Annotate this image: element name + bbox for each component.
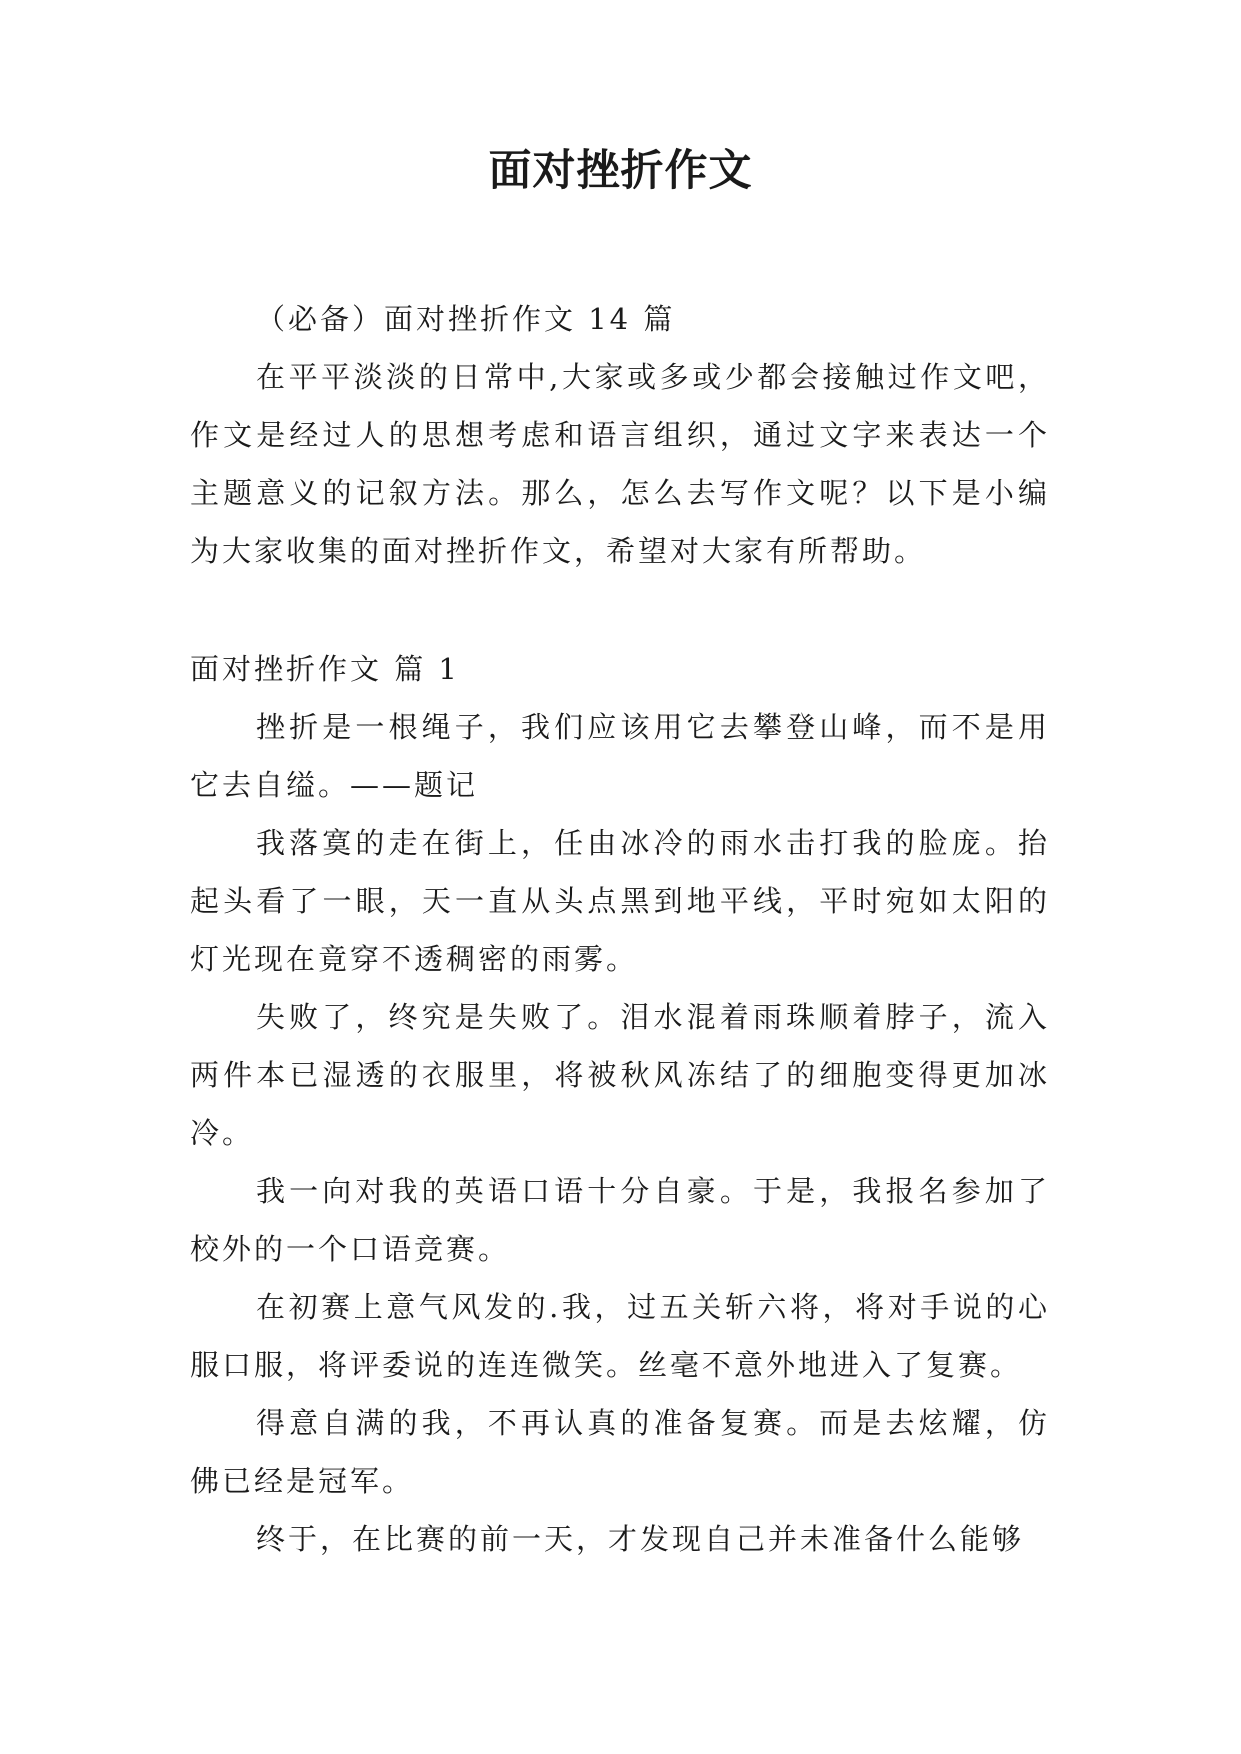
body-paragraph: 失败了，终究是失败了。泪水混着雨珠顺着脖子，流入两件本已湿透的衣服里，将被秋风冻结了的细胞变得更加冰冷。 bbox=[190, 1000, 1050, 1150]
body-paragraph: 终于，在比赛的前一天，才发现自己并未准备什么能够 bbox=[256, 1522, 1025, 1556]
body-paragraph: 挫折是一根绳子，我们应该用它去攀登山峰，而不是用它去自缢。——题记 bbox=[190, 710, 1050, 802]
document-body bbox=[190, 290, 1050, 1568]
body-paragraph: 我落寞的走在街上，任由冰冷的雨水击打我的脸庞。抬起头看了一眼，天一直从头点黑到地平线，平时宛如太阳的灯光现在竟穿不透稠密的雨雾。 bbox=[190, 826, 1050, 976]
intro-paragraph: 在平平淡淡的日常中,大家或多或少都会接触过作文吧，作文是经过人的思想考虑和语言组织，通过文字来表达一个主题意义的记叙方法。那么，怎么去写作文呢？以下是小编为大家收集的面对挫折作文，希望对大家有所帮助。 bbox=[190, 360, 1050, 568]
section-spacer bbox=[190, 580, 1050, 640]
body-paragraph: 得意自满的我，不再认真的准备复赛。而是去炫耀，仿佛已经是冠军。 bbox=[190, 1406, 1050, 1498]
document-title: 面对挫折作文 bbox=[488, 146, 753, 196]
body-paragraph: 我一向对我的英语口语十分自豪。于是，我报名参加了校外的一个口语竞赛。 bbox=[190, 1174, 1050, 1266]
document-subtitle: （必备）面对挫折作文 14 篇 bbox=[256, 302, 676, 336]
section-heading: 面对挫折作文 篇 1 bbox=[190, 652, 460, 686]
body-paragraph: 在初赛上意气风发的.我，过五关斩六将，将对手说的心服口服，将评委说的连连微笑。丝毫不意外地进入了复赛。 bbox=[190, 1290, 1050, 1382]
